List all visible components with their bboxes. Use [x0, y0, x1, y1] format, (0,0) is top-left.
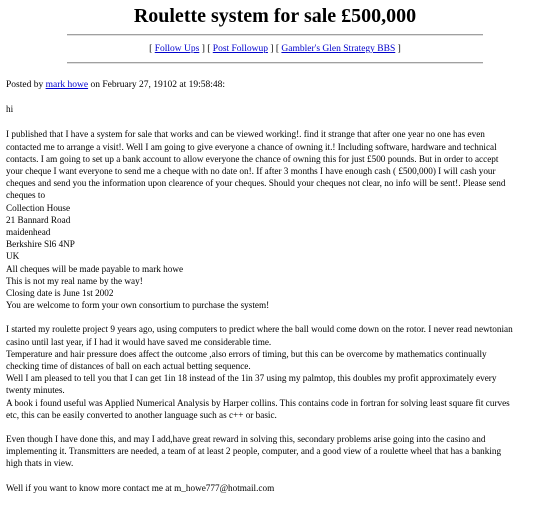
- message-paragraph-4: [6, 482, 544, 494]
- message-line: your cheque I want everyone to send me a cheque with no date on!. If after 3 months I have enough cash ( £500,000) I will cash your: [6, 166, 496, 177]
- message-line: contacted me to arrange a visit!. Well I am going to give everyone a chance of owning it.! Including software, hardware and technical: [6, 141, 497, 152]
- message-line: Well if you want to know more contact me at m_howe777@hotmail.com: [6, 482, 275, 493]
- message-paragraph-3: [6, 433, 544, 470]
- post-followup-link[interactable]: Post Followup: [212, 44, 268, 54]
- message-line: casino until last year, if I had it would have saved me considerable time.: [6, 336, 272, 347]
- message-line: I published that I have a system for sale that works and can be viewed working!. find it strange that after one year no one has even: [6, 129, 485, 140]
- message-line: Closing date is June 1st 2002: [6, 288, 114, 299]
- byline-prefix: Posted by: [6, 80, 44, 90]
- nav-separator: ] [: [270, 44, 280, 54]
- message-line: Berkshire Sl6 4NP: [6, 239, 75, 250]
- message-line: A book i found useful was Applied Numerical Analysis by Harper collins. This contains code in fortran for solving least square fit curves: [6, 397, 510, 408]
- message-line: implementing it. Transmitters are needed, a team of at least 2 people, computer, and a good view of a roulette wheel that has a banking: [6, 446, 502, 457]
- navigation-bar: [6, 43, 544, 55]
- byline-date: on February 27, 19102 at 19:58:48:: [90, 80, 226, 90]
- message-line: Collection House: [6, 202, 71, 213]
- message-paragraph-1: [6, 128, 544, 311]
- message-line: maidenhead: [6, 227, 51, 238]
- message-line: All cheques will be made payable to mark howe: [6, 263, 184, 274]
- message-line: high thats in view.: [6, 458, 74, 469]
- message-line: 21 Bannard Road: [6, 214, 71, 225]
- message-line: Temperature and hair pressure does affect the outcome ,also errors of timing, but this can be overcome by mathematics continually: [6, 348, 487, 359]
- nav-bracket-close: ]: [397, 44, 401, 54]
- message-line: etc, this can be easily converted to another language such as c++ or basic.: [6, 409, 277, 420]
- message-line: cheques and send you the information upon clearence of your cheques. Should your cheques not clear, no info will be sent!. Please send: [6, 178, 506, 189]
- message-line: cheques to: [6, 190, 46, 201]
- message-line: You are welcome to form your own consortium to purchase the system!: [6, 300, 270, 311]
- greeting: hi: [6, 104, 14, 115]
- message-line: twenty minutes.: [6, 385, 65, 396]
- message-line: checking time of distances of ball on each actual betting sequence.: [6, 361, 251, 372]
- message-line: UK: [6, 251, 20, 262]
- message-line: Well I am pleased to tell you that I can get 1in 18 instead of the 1in 37 using my palmtop, this doubles my profit approximately every: [6, 373, 497, 384]
- nav-separator: ] [: [201, 44, 211, 54]
- top-divider: [67, 34, 483, 36]
- bottom-divider: [67, 62, 483, 64]
- message-line: I started my roulette project 9 years ago, using computers to predict where the ball would come down on the rotor. I never read newtonian: [6, 324, 513, 335]
- follow-ups-link[interactable]: Follow Ups: [154, 44, 200, 54]
- post-byline: [6, 79, 544, 91]
- nav-bracket-open: [: [149, 44, 153, 54]
- message-line: contacts. I am going to set up a bank account to allow everyone the chance of owning this for just £500 pounds. But in order to accept: [6, 153, 499, 164]
- strategy-bbs-link[interactable]: Gambler's Glen Strategy BBS: [281, 44, 396, 54]
- page-title: Roulette system for sale £500,000: [133, 5, 417, 27]
- message-line: This is not my real name by the way!: [6, 275, 143, 286]
- message-line: Even though I have done this, and may I add,have great reward in solving this, secondary problems arise going into the casino and: [6, 434, 486, 445]
- author-link[interactable]: mark howe: [45, 80, 89, 90]
- message-paragraph-2: [6, 323, 544, 421]
